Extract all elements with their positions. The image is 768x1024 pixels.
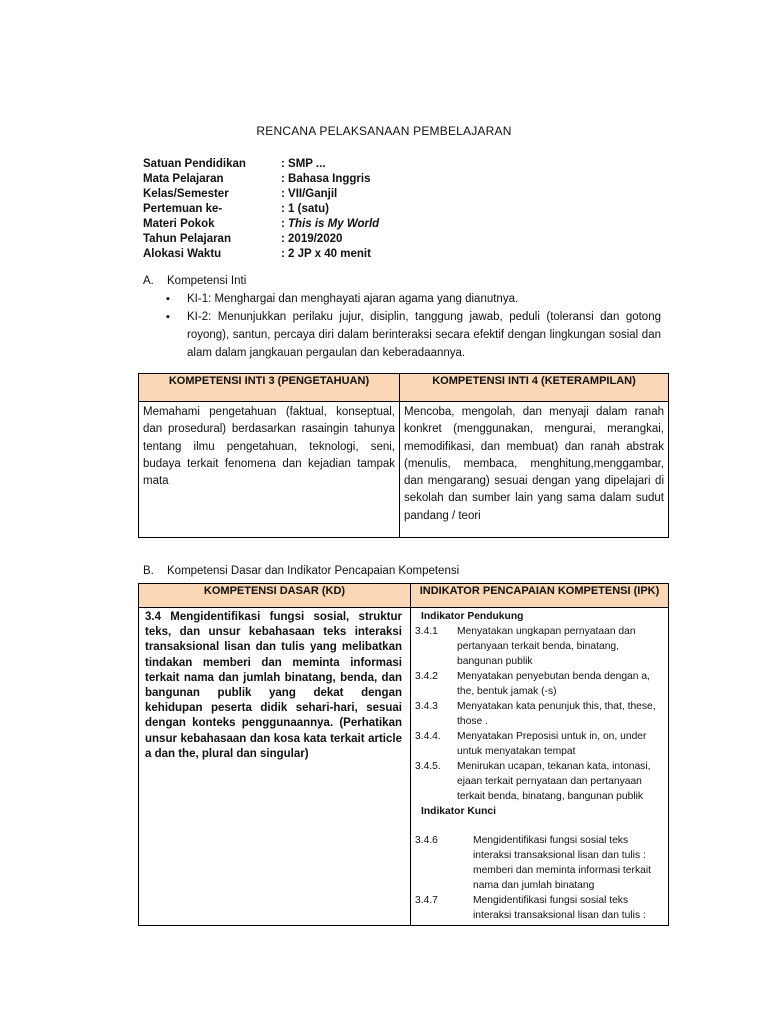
ipk-text: Mengidentifikasi fungsi sosial teks interaksi transaksional lisan dan tulis : memberi dan meminta informasi terkait nama dan jumlah binatang <box>473 835 651 891</box>
meta-value-prefix: : <box>281 218 289 230</box>
section-b-heading <box>143 565 459 577</box>
ipk-number: 3.4.5. <box>415 761 441 772</box>
meta-key: Materi Pokok <box>143 218 215 230</box>
meta-value: This is My World <box>288 218 380 230</box>
ipk-cell <box>411 608 669 926</box>
ipk-text: Menyatakan penyebutan benda dengan a, the, bentuk jamak (-s) <box>457 671 650 697</box>
ipk-item <box>415 699 664 729</box>
ipk-item <box>415 833 664 893</box>
section-title: Kompetensi Dasar dan Indikator Pencapaian Kompetensi <box>167 565 460 577</box>
table-header: KOMPETENSI DASAR (KD) <box>139 584 411 608</box>
ki-bullet-list <box>163 290 661 362</box>
ipk-number: 3.4.2 <box>415 671 438 682</box>
kd-cell: 3.4 Mengidentifikasi fungsi sosial, struktur teks, dan unsur kebahasaan teks interaksi transaksional lisan dan tulis yang melibatkan tindakan memberi dan meminta informasi terkait nama dan jumlah binatang, benda, dan bangunan publik yang dekat dengan kehidupan peserta didik sehari-hari, sesuai dengan konteks penggunaannya. (Perhatikan unsur kebahasaan dan kosa kata terkait article a dan the, plural dan singular) <box>139 608 411 926</box>
meta-value: : SMP ... <box>281 158 326 170</box>
page-title: RENCANA PELAKSANAAN PEMBELAJARAN <box>256 124 512 138</box>
ipk-text: Menyatakan kata penunjuk this, that, these, those . <box>457 701 656 727</box>
section-label: A. <box>143 275 154 287</box>
meta-key: Mata Pelajaran <box>143 173 224 185</box>
indikator-kunci-title: Indikator Kunci <box>421 806 496 817</box>
ipk-text: Menyatakan Preposisi untuk in, on, under untuk menyatakan tempat <box>457 731 647 757</box>
meta-value: : 1 (satu) <box>281 203 329 215</box>
ipk-item <box>415 624 664 669</box>
meta-key: Tahun Pelajaran <box>143 233 231 245</box>
table-header: INDIKATOR PENCAPAIAN KOMPETENSI (IPK) <box>411 584 669 608</box>
identity-block <box>143 157 379 262</box>
ipk-item <box>415 759 664 804</box>
ipk-number: 3.4.7 <box>415 895 438 906</box>
ki3-cell: Memahami pengetahuan (faktual, konseptual, dan prosedural) berdasarkan rasaingin tahunya tentang ilmu pengetahuan, teknologi, seni, budaya terkait fenomena dan kejadian tampak mata <box>139 402 400 538</box>
table-header: KOMPETENSI INTI 4 (KETERAMPILAN) <box>400 374 669 402</box>
meta-key: Kelas/Semester <box>143 188 229 200</box>
ipk-text: Menyatakan ungkapan pernyataan dan pertanyaan terkait benda, binatang, bangunan publik <box>457 626 636 667</box>
ki-bullet: ▪ KI-1: Menghargai dan menghayati ajaran agama yang dianutnya. <box>163 290 661 308</box>
ipk-item <box>415 669 664 699</box>
meta-row <box>143 202 379 217</box>
meta-key: Alokasi Waktu <box>143 248 222 260</box>
section-a-heading <box>143 275 246 287</box>
meta-key: Pertemuan ke- <box>143 203 223 215</box>
kompetensi-inti-table <box>138 373 669 538</box>
section-title: Kompetensi Inti <box>167 275 247 287</box>
ipk-number: 3.4.4. <box>415 731 441 742</box>
meta-row <box>143 247 379 262</box>
meta-key: Satuan Pendidikan <box>143 158 246 170</box>
ipk-number: 3.4.1 <box>415 626 438 637</box>
meta-value: : 2019/2020 <box>281 233 343 245</box>
meta-row <box>143 217 379 232</box>
ipk-number: 3.4.6 <box>415 835 438 846</box>
meta-value: : VII/Ganjil <box>281 188 338 200</box>
meta-value: : Bahasa Inggris <box>281 173 371 185</box>
ipk-item <box>415 729 664 759</box>
meta-row <box>143 187 379 202</box>
ipk-item <box>415 893 664 923</box>
ki4-cell: Mencoba, mengolah, dan menyaji dalam ranah konkret (menggunakan, mengurai, merangkai, memodifikasi, dan membuat) dan ranah abstrak (menulis, membaca, menghitung,menggambar, dan mengarang) sesuai dengan yang dipelajari di sekolah dan sumber lain yang sama dalam sudut pandang / teori <box>400 402 669 538</box>
ipk-text: Menirukan ucapan, tekanan kata, intonasi, ejaan terkait pernyataan dan pertanyaan terkait benda, binatang, bangunan publik <box>457 761 651 802</box>
indikator-pendukung-title: Indikator Pendukung <box>421 611 524 622</box>
meta-row <box>143 157 379 172</box>
ki-bullet: ▪ KI-2: Menunjukkan perilaku jujur, disiplin, tanggung jawab, peduli (toleransi dan gotong royong), santun, percaya diri dalam berinteraksi secara efektif dengan lingkungan sosial dan alam dalam jangkauan pergaulan dan keberadaannya. <box>163 308 661 362</box>
ipk-text: Mengidentifikasi fungsi sosial teks interaksi transaksional lisan dan tulis : <box>473 895 646 921</box>
kompetensi-dasar-table <box>138 583 669 926</box>
meta-row <box>143 232 379 247</box>
section-label: B. <box>143 565 154 577</box>
ipk-number: 3.4.3 <box>415 701 438 712</box>
table-header: KOMPETENSI INTI 3 (PENGETAHUAN) <box>139 374 400 402</box>
meta-row <box>143 172 379 187</box>
meta-value: : 2 JP x 40 menit <box>281 248 371 260</box>
